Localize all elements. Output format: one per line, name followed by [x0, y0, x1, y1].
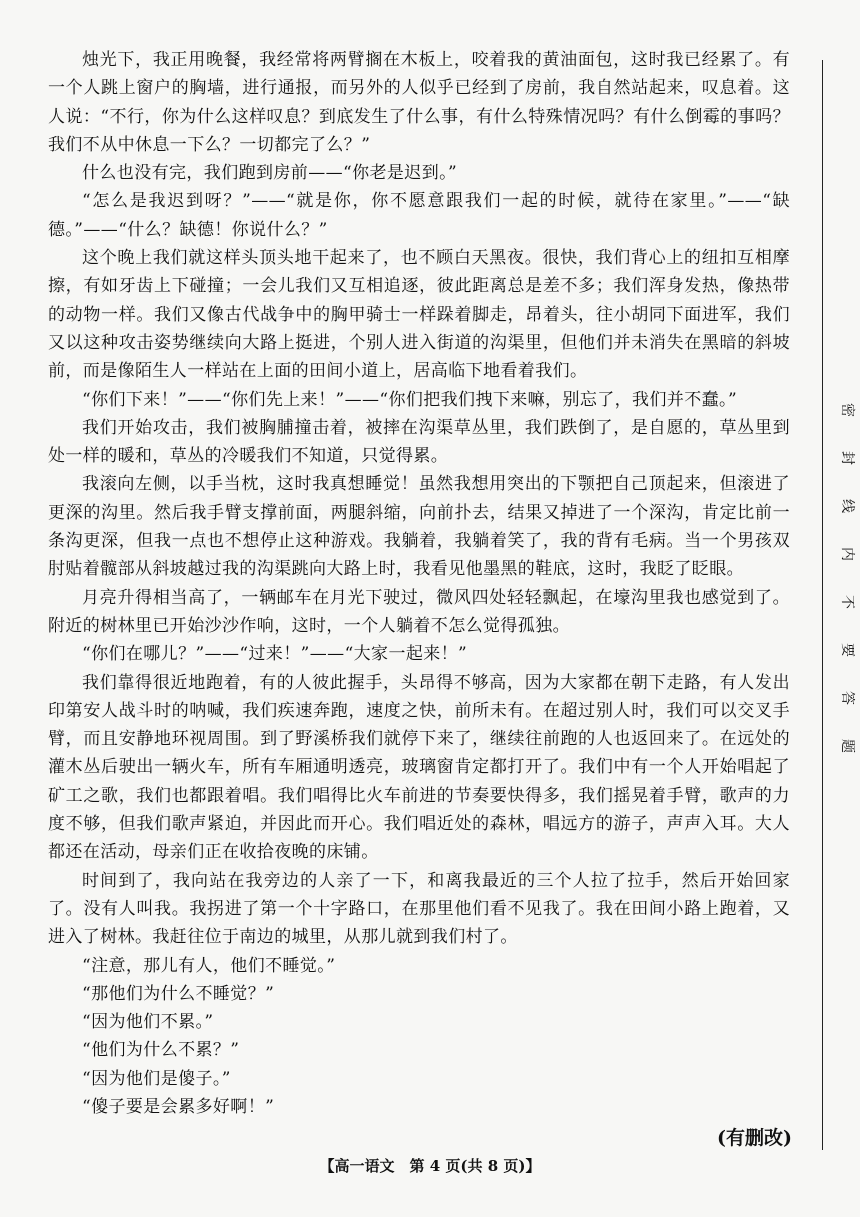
paragraph: “注意，那儿有人，他们不睡觉。” — [82, 955, 336, 976]
paragraph: “因为他们不累。” — [82, 1012, 214, 1033]
seal-notice-char: 不 — [839, 595, 855, 609]
seal-line-notice — [838, 400, 858, 756]
paragraph: 什么也没有完，我们跑到房前——“你老是迟到。” — [82, 163, 458, 184]
paragraph: “他们为什么不累？” — [82, 1040, 240, 1061]
paragraph: “你们下来！”——“你们先上来！”——“你们把我们拽下来嘛，别忘了，我们并不蠢。” — [82, 389, 738, 410]
paragraph: 这个晚上我们就这样头顶头地干起来了，也不顾白天黑夜。很快，我们背心上的纽扣互相摩擦，有如牙齿上下碰撞；一会儿我们又互相追逐，彼此距离总是差不多；我们浑身发热，像热带的动物一样。我们又像古代战争中的胸甲骑士一样跺着脚走，昂着头，往小胡同下面进军，我们又以这种攻击姿势继续向大路上挺进，个别人进入街道的沟渠里，但他们并未消失在黑暗的斜坡前，而是像陌生人一样站在上面的田间小道上，居高临下地看着我们。 — [48, 248, 790, 382]
paragraph: 烛光下，我正用晚餐，我经常将两臂搁在木板上，咬着我的黄油面包，这时我已经累了。有一个人跳上窗户的胸墙，进行通报，而另外的人似乎已经到了房前，我自然站起来，叹息着。这人说：“不行，你为什么这样叹息？到底发生了什么事，有什么特殊情况吗？有什么倒霉的事吗？我们不从中休息一下么？一切都完了么？” — [48, 50, 790, 155]
paragraph: 时间到了，我向站在我旁边的人亲了一下，和离我最近的三个人拉了拉手，然后开始回家了。没有人叫我。我拐进了第一个十字路口，在那里他们看不见我了。我在田间小路上跑着，又进入了树林。我赶往位于南边的城里，从那儿就到我们村了。 — [48, 870, 790, 948]
seal-notice-char: 题 — [839, 739, 855, 753]
seal-notice-char: 封 — [839, 451, 855, 465]
paragraph: “你们在哪儿？”——“过来！”——“大家一起来！” — [82, 644, 468, 665]
paragraph: “那他们为什么不睡觉？” — [82, 983, 275, 1004]
page-footer: 【高一语文 第 4 页(共 8 页)】 — [319, 1157, 541, 1175]
abridged-note: (有删改) — [717, 1127, 792, 1149]
passage-body — [48, 46, 790, 1121]
seal-notice-char: 密 — [839, 403, 855, 417]
paragraph: 我们靠得很近地跑着，有的人彼此握手，头昂得不够高，因为大家都在朝下走路，有人发出印第安人战斗时的呐喊，我们疾速奔跑，速度之快，前所未有。在超过别人时，我们可以交叉手臂，而且安静地环视周围。到了野溪桥我们就停下来了，继续往前跑的人也返回来了。在远处的灌木丛后驶出一辆火车，所有车厢通明透亮，玻璃窗肯定都打开了。我们中有一个人开始唱起了矿工之歌，我们也都跟着唱。我们唱得比火车前进的节奏要快得多，我们摇晃着手臂，歌声的力度不够，但我们歌声紧迫，并因此而开心。我们唱近处的森林，唱远方的游子，声声入耳。大人都还在活动，母亲们正在收拾夜晚的床铺。 — [48, 672, 790, 863]
paragraph: “傻子要是会累多好啊！” — [82, 1096, 275, 1117]
seal-notice-char: 线 — [839, 499, 855, 513]
paragraph: 我滚向左侧，以手当枕，这时我真想睡觉！虽然我想用突出的下颚把自己顶起来，但滚进了更深的沟里。然后我手臂支撑前面，两腿斜缩，向前扑去，结果又掉进了一个深沟，肯定比前一条沟更深，但我一点也不想停止这种游戏。我躺着，我躺着笑了，我的背有毛病。当一个男孩双肘贴着髋部从斜坡越过我的沟渠跳向大路上时，我看见他墨黑的鞋底，这时，我眨了眨眼。 — [48, 474, 790, 580]
binding-line — [822, 60, 823, 1150]
paragraph: 我们开始攻击，我们被胸脯撞击着，被摔在沟渠草丛里，我们跌倒了，是自愿的，草丛里到处一样的暖和，草丛的冷暖我们不知道，只觉得累。 — [48, 417, 790, 467]
seal-notice-char: 要 — [839, 643, 855, 657]
paragraph: “怎么是我迟到呀？”——“就是你，你不愿意跟我们一起的时候，就待在家里。”——“缺德。”——“什么？缺德！你说什么？” — [48, 191, 790, 240]
seal-notice-char: 内 — [839, 547, 855, 561]
paragraph: 月亮升得相当高了，一辆邮车在月光下驶过，微风四处轻轻飘起，在壕沟里我也感觉到了。附近的树林里已开始沙沙作响，这时，一个人躺着不怎么觉得孤独。 — [48, 587, 790, 636]
paragraph: “因为他们是傻子。” — [82, 1068, 231, 1089]
seal-notice-char: 答 — [839, 691, 855, 705]
